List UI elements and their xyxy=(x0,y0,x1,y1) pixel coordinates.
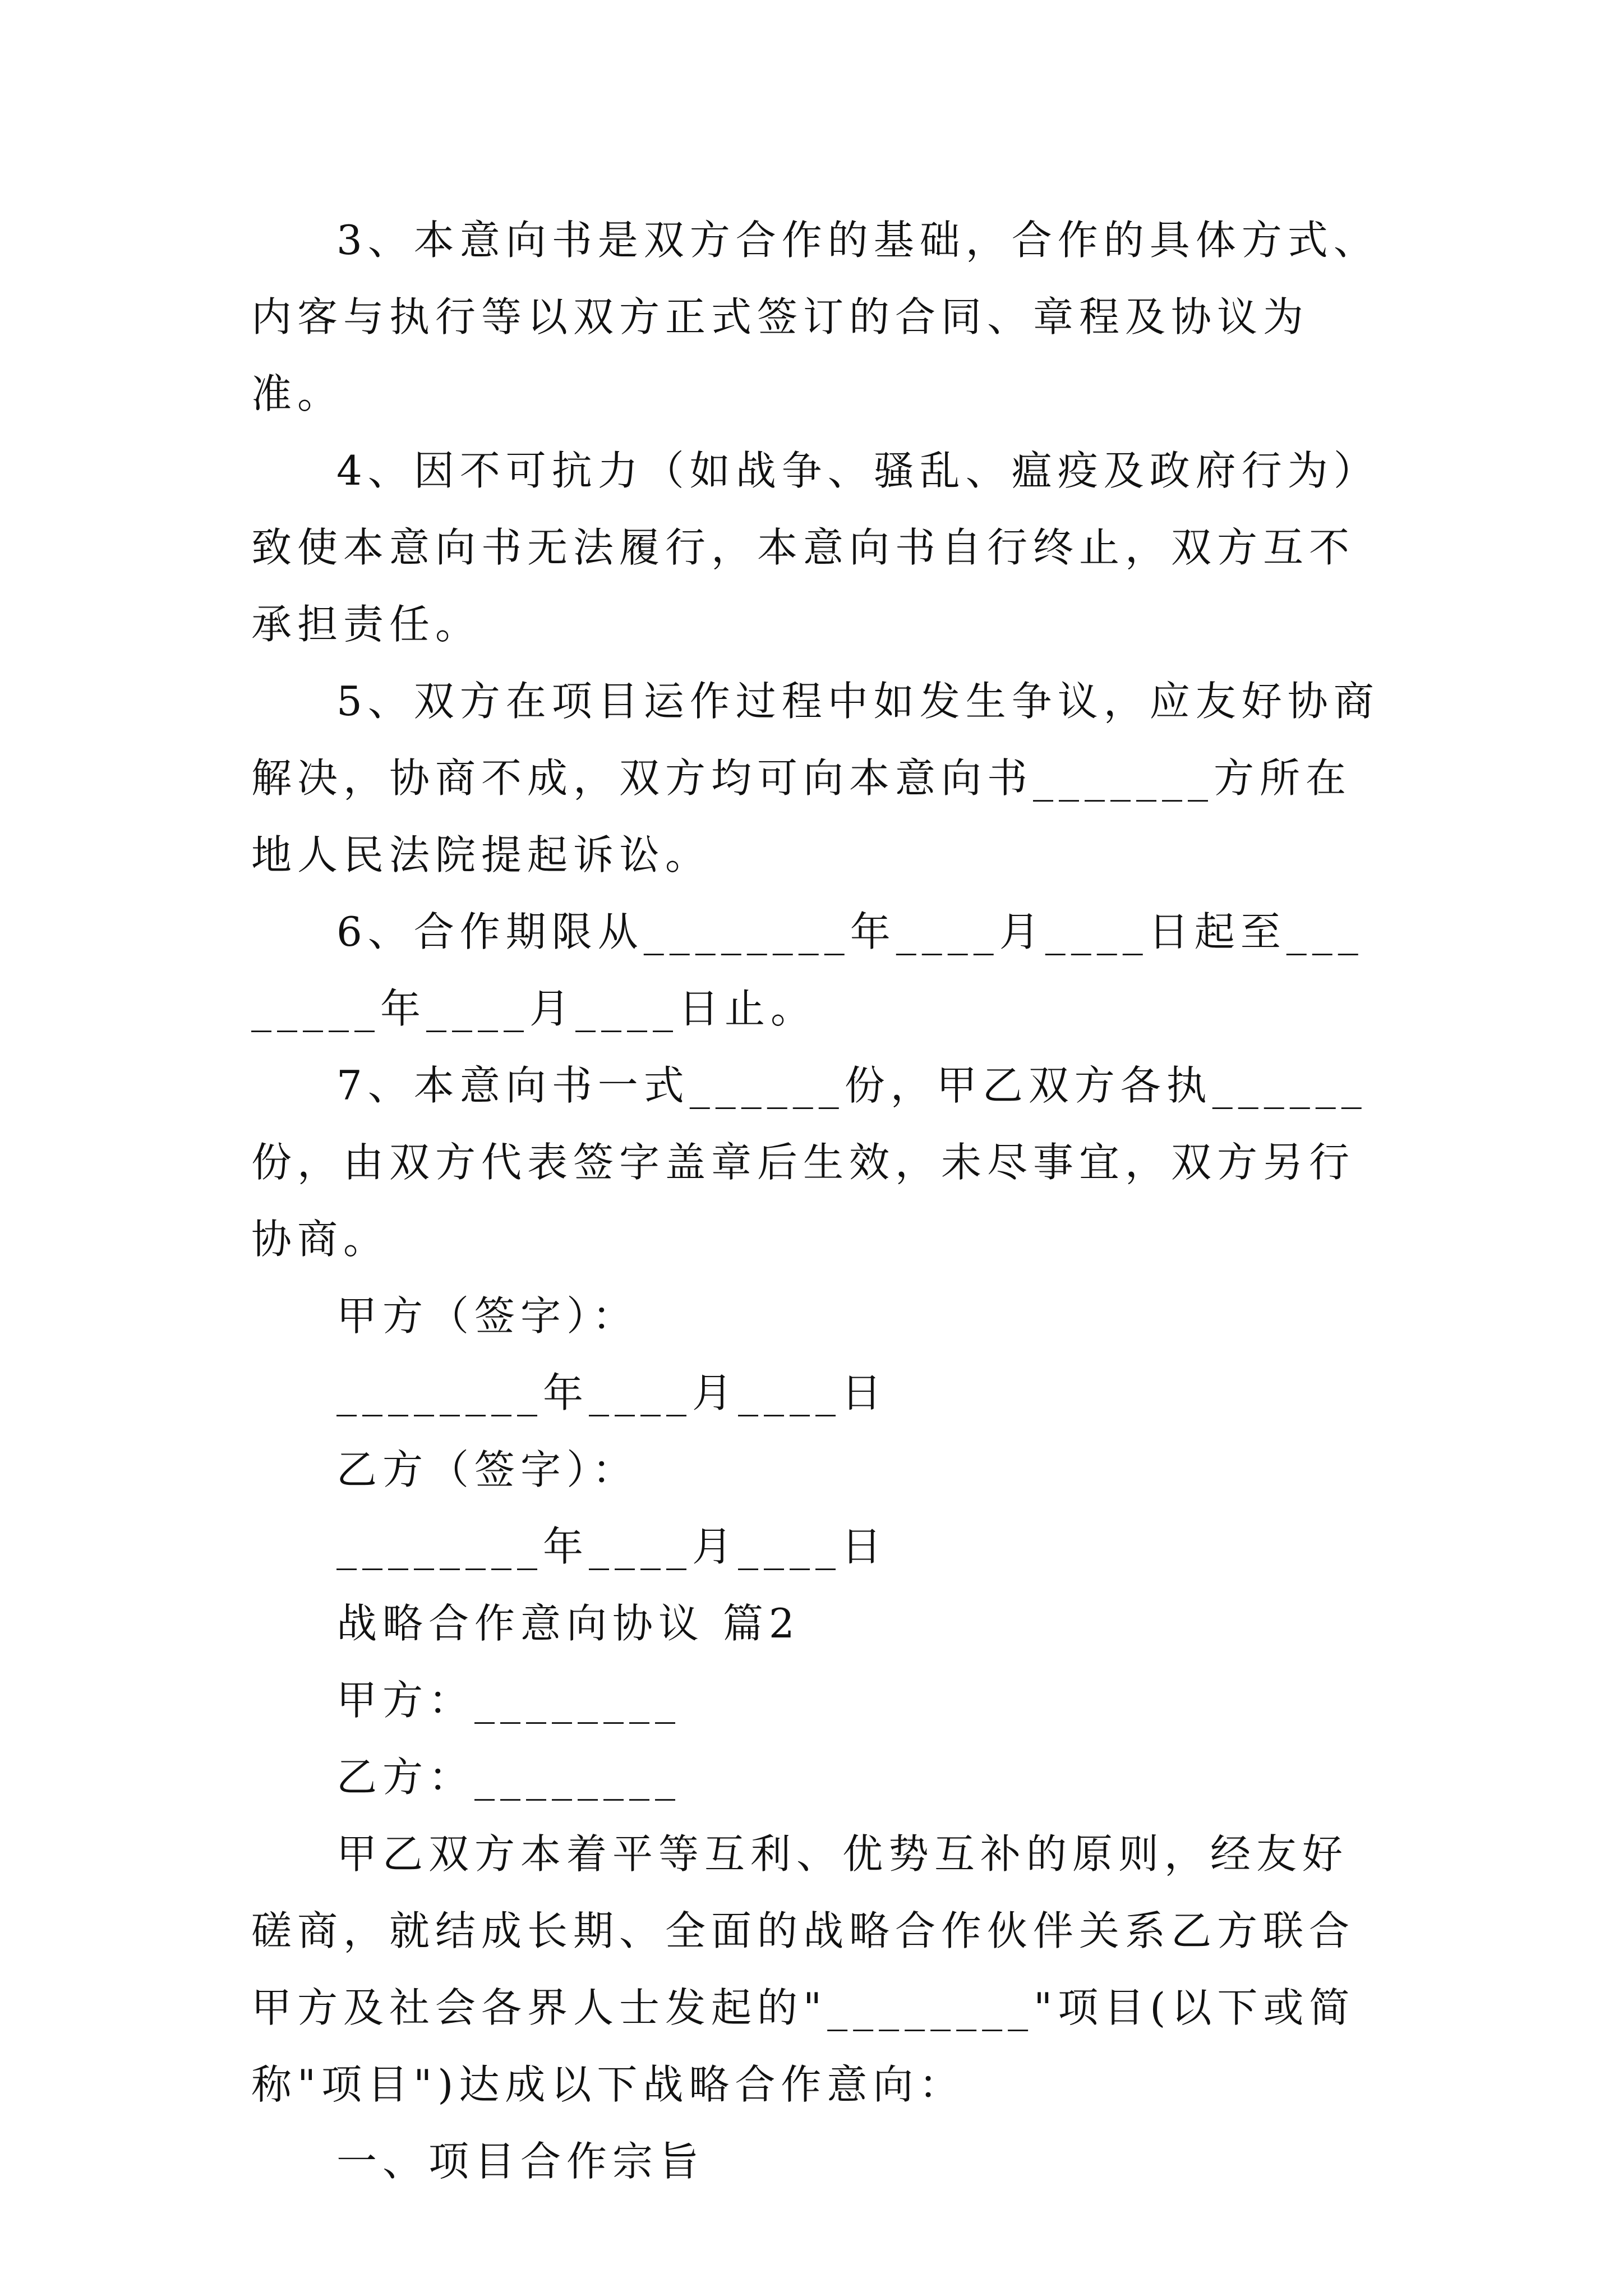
clause-5: 5、双方在项目运作过程中如发生争议，应友好协商解决，协商不成，双方均可向本意向书_______方所在地人民法院提起诉讼。 xyxy=(251,678,1380,878)
party-a-date: ________年____月____日 xyxy=(336,1369,887,1416)
party-a-line: 甲方：________ xyxy=(336,1677,681,1724)
party-a-signature: 甲方（签字）： xyxy=(336,1292,639,1340)
clause-3: 3、本意向书是双方合作的基础，合作的具体方式、内客与执行等以双方正式签订的合同、章程及协议为准。 xyxy=(251,217,1380,417)
party-b-signature: 乙方（签字）： xyxy=(336,1446,639,1493)
clause-7: 7、本意向书一式______份，甲乙双方各执______份，由双方代表签字盖章后生效，未尽事宜，双方另行协商。 xyxy=(251,1062,1367,1263)
document-body xyxy=(251,202,1383,2200)
heading-1: 一、项目合作宗旨 xyxy=(336,2138,705,2185)
intro-paragraph: 甲乙双方本着平等互利、优势互补的原则，经友好磋商，就结成长期、全面的战略合作伙伴关系乙方联合甲方及社会各界人士发起的"________"项目(以下或简称"项目")达成以下战略合作意向： xyxy=(251,1830,1355,2108)
party-b-line: 乙方：________ xyxy=(336,1754,681,1801)
clause-4: 4、因不可抗力（如战争、骚乱、瘟疫及政府行为）致使本意向书无法履行，本意向书自行终止，双方互不承担责任。 xyxy=(251,447,1380,648)
section-title: 战略合作意向协议 篇2 xyxy=(336,1600,800,1647)
clause-6: 6、合作期限从________年____月____日起至________年____月____日止。 xyxy=(251,908,1364,1032)
party-b-date: ________年____月____日 xyxy=(336,1523,887,1570)
